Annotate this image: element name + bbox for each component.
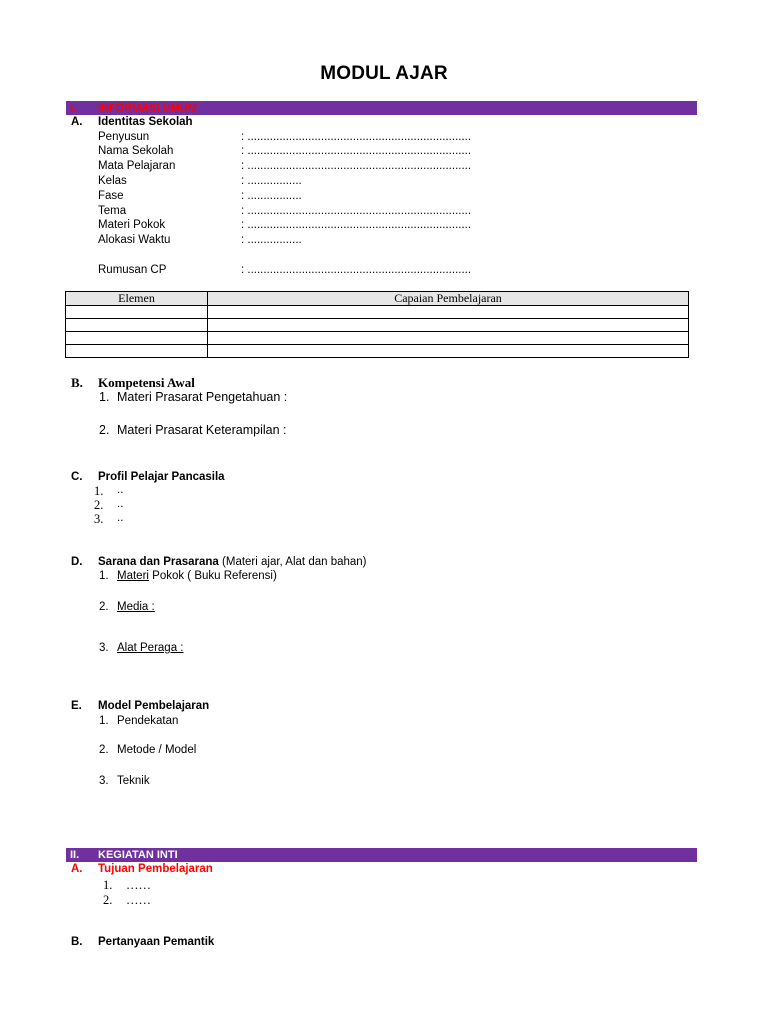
list-item-prasarat-pengetahuan: Materi Prasarat Pengetahuan : — [117, 390, 288, 404]
table-cell[interactable] — [208, 306, 689, 319]
list-number: 2. — [99, 601, 109, 613]
field-value-tema: : ...................................................................... — [241, 205, 472, 217]
list-number: 1. — [103, 878, 113, 892]
field-label-kelas: Kelas — [98, 175, 127, 187]
list-item-materi-pokok — [117, 570, 277, 582]
table-cell[interactable] — [208, 319, 689, 332]
section-label: KEGIATAN INTI — [98, 849, 178, 861]
list-number: 3. — [94, 512, 104, 526]
field-label-alokasi-waktu: Alokasi Waktu — [98, 234, 171, 246]
subsection-heading-model: Model Pembelajaran — [98, 700, 210, 712]
list-item-prasarat-keterampilan: Materi Prasarat Keterampilan : — [117, 423, 287, 437]
field-value-rumusan-cp: : ...................................................................... — [241, 264, 472, 276]
subsection-letter: D. — [71, 556, 83, 568]
list-number: 2. — [103, 893, 113, 907]
table-cell[interactable] — [208, 332, 689, 345]
section-number: II. — [70, 849, 80, 861]
field-value-kelas: : ................. — [241, 175, 302, 187]
field-value-fase: : ................. — [241, 190, 302, 202]
subsection-heading-note: (Materi ajar, Alat dan bahan) — [222, 556, 367, 568]
table-cell[interactable] — [208, 345, 689, 358]
list-item-alat-peraga: Alat Peraga : — [117, 642, 184, 654]
table-cell[interactable] — [66, 332, 208, 345]
field-label-nama-sekolah: Nama Sekolah — [98, 145, 174, 157]
list-number: 1. — [99, 570, 109, 582]
section-number: I. — [70, 102, 77, 114]
table-header-elemen: Elemen — [66, 292, 208, 306]
field-value-alokasi-waktu: : ................. — [241, 234, 302, 246]
field-label-mata-pelajaran: Mata Pelajaran — [98, 160, 176, 172]
list-item-teknik: Teknik — [117, 775, 150, 787]
table-row — [66, 319, 689, 332]
list-item-text: Pokok ( Buku Referensi) — [148, 570, 277, 582]
subsection-letter: A. — [71, 863, 83, 875]
section-bar-kegiatan-inti — [66, 848, 697, 862]
subsection-heading-kompetensi: Kompetensi Awal — [98, 375, 195, 390]
list-number: 1. — [99, 390, 110, 404]
list-number: 2. — [99, 744, 109, 756]
list-number: 1. — [99, 715, 109, 727]
table-row — [66, 306, 689, 319]
field-label-rumusan-cp: Rumusan CP — [98, 264, 167, 276]
list-number: 2. — [94, 498, 104, 512]
field-label-fase: Fase — [98, 190, 124, 202]
list-item: .. — [117, 512, 124, 524]
subsection-heading-tujuan: Tujuan Pembelajaran — [98, 863, 213, 875]
list-item-metode: Metode / Model — [117, 744, 197, 756]
list-item-media: Media : — [117, 601, 155, 613]
list-item: .. — [117, 484, 124, 496]
table-row — [66, 332, 689, 345]
list-number: 3. — [99, 642, 109, 654]
subsection-heading-profil: Profil Pelajar Pancasila — [98, 471, 225, 483]
field-label-penyusun: Penyusun — [98, 131, 150, 143]
list-item: .. — [117, 498, 124, 510]
section-label: INFORMASI UMUM — [98, 102, 197, 114]
field-label-materi-pokok: Materi Pokok — [98, 219, 166, 231]
field-value-materi-pokok: : ...................................................................... — [241, 219, 472, 231]
subsection-heading-sarana-line — [98, 556, 367, 568]
list-item-pendekatan: Pendekatan — [117, 715, 179, 727]
table-header-capaian: Capaian Pembelajaran — [208, 292, 689, 306]
subsection-heading-identitas: Identitas Sekolah — [98, 116, 193, 128]
subsection-letter: A. — [71, 116, 83, 128]
table-row — [66, 345, 689, 358]
subsection-letter: B. — [71, 936, 83, 948]
subsection-letter: B. — [71, 375, 83, 390]
list-number: 2. — [99, 423, 110, 437]
field-label-tema: Tema — [98, 205, 127, 217]
capaian-table — [65, 291, 689, 358]
list-number: 3. — [99, 775, 109, 787]
list-item-text-underlined: Materi — [117, 570, 149, 582]
document-title: MODUL AJAR — [320, 63, 448, 84]
field-value-mata-pelajaran: : ...................................................................... — [241, 160, 472, 172]
list-item: …… — [126, 893, 151, 907]
table-cell[interactable] — [66, 345, 208, 358]
section-bar-informasi-umum — [66, 101, 697, 115]
field-value-nama-sekolah: : ...................................................................... — [241, 145, 472, 157]
list-number: 1. — [94, 484, 104, 498]
subsection-letter: E. — [71, 700, 82, 712]
table-cell[interactable] — [66, 306, 208, 319]
list-item: …… — [126, 878, 151, 892]
field-value-penyusun: : ...................................................................... — [241, 131, 472, 143]
subsection-heading-pertanyaan: Pertanyaan Pemantik — [98, 936, 215, 948]
subsection-letter: C. — [71, 471, 83, 483]
table-cell[interactable] — [66, 319, 208, 332]
table-header-row — [66, 292, 689, 306]
subsection-heading-sarana: Sarana dan Prasarana — [98, 556, 219, 568]
